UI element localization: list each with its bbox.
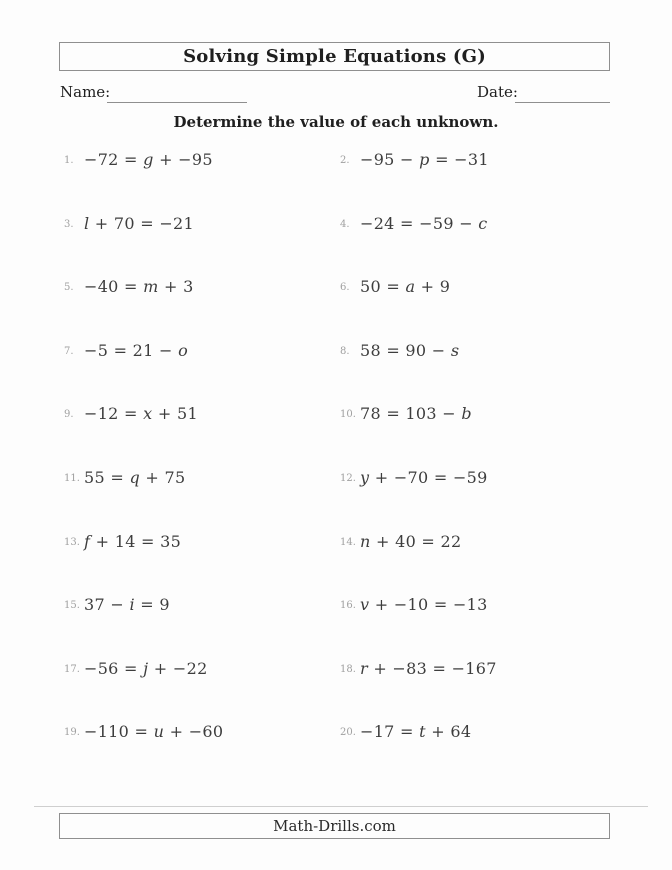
equation [360, 532, 461, 551]
equation [360, 659, 497, 678]
problem-row [336, 592, 612, 656]
problem-row [336, 274, 612, 338]
problem-row [336, 465, 612, 529]
equation-post: + −60 [164, 722, 224, 742]
equation [360, 214, 488, 233]
equation-variable: u [153, 722, 165, 742]
equation [360, 277, 450, 296]
equation-pre: −56 = [84, 658, 144, 678]
name-label: Name: [60, 83, 111, 101]
problem-number: 3. [64, 218, 74, 230]
problem-number: 13. [64, 536, 80, 548]
equation-pre: −72 = [84, 150, 144, 169]
worksheet-title-box [59, 42, 610, 71]
equation-pre: 55 = [84, 467, 130, 487]
equation [84, 532, 181, 551]
problem-row [60, 338, 336, 402]
problem-row [60, 274, 336, 338]
equation-post: = 9 [134, 595, 170, 615]
problem-number: 16. [340, 600, 356, 612]
problem-row [60, 719, 336, 783]
equation [360, 404, 472, 423]
problem-number: 1. [64, 155, 74, 166]
equation-variable: i [129, 595, 135, 615]
equation [360, 595, 488, 614]
equation-post: + 9 [415, 277, 451, 297]
equation-post: + 3 [158, 277, 194, 297]
footer-divider [34, 806, 648, 807]
problem-number: 4. [340, 218, 350, 230]
equation-variable: m [143, 277, 159, 297]
problem-row [60, 211, 336, 275]
problem-number: 15. [64, 600, 80, 612]
problem-row [60, 656, 336, 720]
problem-row [336, 338, 612, 402]
problem-number: 8. [340, 345, 350, 357]
problem-row [60, 401, 336, 465]
problem-number: 9. [64, 409, 74, 421]
equation-variable: f [84, 531, 91, 551]
equation-variable: s [450, 340, 460, 360]
problem-row [336, 719, 612, 783]
problem-number: 17. [64, 663, 80, 675]
equation [84, 277, 194, 296]
problem-number: 14. [340, 536, 356, 548]
problem-number: 2. [340, 155, 350, 166]
date-blank-line [515, 102, 610, 103]
name-blank-line [107, 102, 247, 103]
problem-number: 11. [64, 472, 80, 484]
equation [84, 214, 194, 233]
equation-pre: 58 = 90 − [360, 340, 451, 360]
equation-variable: y [360, 467, 370, 487]
equation-post: + 40 = 22 [370, 531, 462, 551]
worksheet-title: Solving Simple Equations (G) [183, 46, 486, 67]
footer-box [59, 813, 610, 839]
equation-variable: n [360, 531, 371, 551]
equation-pre: −24 = −59 − [360, 213, 479, 233]
equation-post: + 70 = −21 [89, 213, 195, 233]
equation [84, 595, 170, 614]
equation-post: + 64 [425, 722, 472, 742]
equation-pre: −17 = [360, 722, 420, 742]
equation-post: + 51 [152, 404, 198, 424]
equation-pre: 37 − [84, 595, 130, 615]
equation-variable: r [360, 658, 368, 678]
equation [84, 341, 188, 360]
equation-variable: b [461, 404, 472, 424]
problem-number: 7. [64, 345, 74, 357]
problem-row [336, 401, 612, 465]
problem-row [336, 147, 612, 211]
equation-pre: −110 = [84, 722, 154, 742]
equation-post: + −95 [153, 150, 213, 169]
equation-pre: −12 = [84, 404, 144, 424]
equation-pre: 78 = 103 − [360, 404, 462, 424]
equation-variable: c [478, 213, 488, 233]
problem-row [60, 147, 336, 211]
instruction-text: Determine the value of each unknown. [173, 113, 499, 131]
equation-variable: t [419, 722, 426, 742]
equation-variable: q [129, 467, 140, 487]
problem-row [60, 465, 336, 529]
problem-row [60, 529, 336, 593]
problem-number: 5. [64, 282, 74, 294]
problems-grid [60, 147, 612, 783]
date-label: Date: [477, 83, 518, 101]
equation-post: + −70 = −59 [369, 467, 488, 487]
problem-number: 18. [340, 663, 356, 675]
equation [84, 659, 208, 678]
equation-post: + −10 = −13 [369, 595, 488, 615]
equation-post: + −83 = −167 [367, 658, 497, 678]
problem-row [60, 592, 336, 656]
equation [84, 404, 198, 423]
equation-pre: −5 = 21 − [84, 340, 179, 360]
problem-row [336, 529, 612, 593]
equation-variable: p [419, 150, 430, 169]
problem-row [336, 211, 612, 275]
equation-post: + −22 [148, 658, 208, 678]
equation [84, 150, 213, 169]
equation-variable: g [143, 150, 154, 169]
equation-pre: −95 − [360, 150, 420, 169]
equation-post: + 75 [139, 467, 186, 487]
equation [84, 468, 185, 487]
problem-number: 12. [340, 472, 356, 484]
equation-variable: j [143, 658, 149, 678]
problem-number: 20. [340, 727, 356, 739]
problem-number: 19. [64, 727, 80, 739]
equation-post: = −31 [429, 150, 489, 169]
equation-pre: 50 = [360, 277, 406, 297]
equation [360, 341, 459, 360]
equation-variable: a [405, 277, 416, 297]
problem-number: 10. [340, 409, 356, 421]
problem-row [336, 656, 612, 720]
equation-variable: l [84, 213, 90, 233]
equation-variable: o [178, 340, 189, 360]
equation-variable: x [143, 404, 153, 424]
footer-brand: Math-Drills.com [273, 817, 396, 835]
equation [360, 468, 488, 487]
equation [360, 150, 489, 169]
problem-number: 6. [340, 282, 350, 294]
equation-variable: v [360, 595, 370, 615]
equation-post: + 14 = 35 [90, 531, 182, 551]
equation [360, 722, 471, 741]
equation [84, 722, 223, 741]
equation-pre: −40 = [84, 277, 144, 297]
